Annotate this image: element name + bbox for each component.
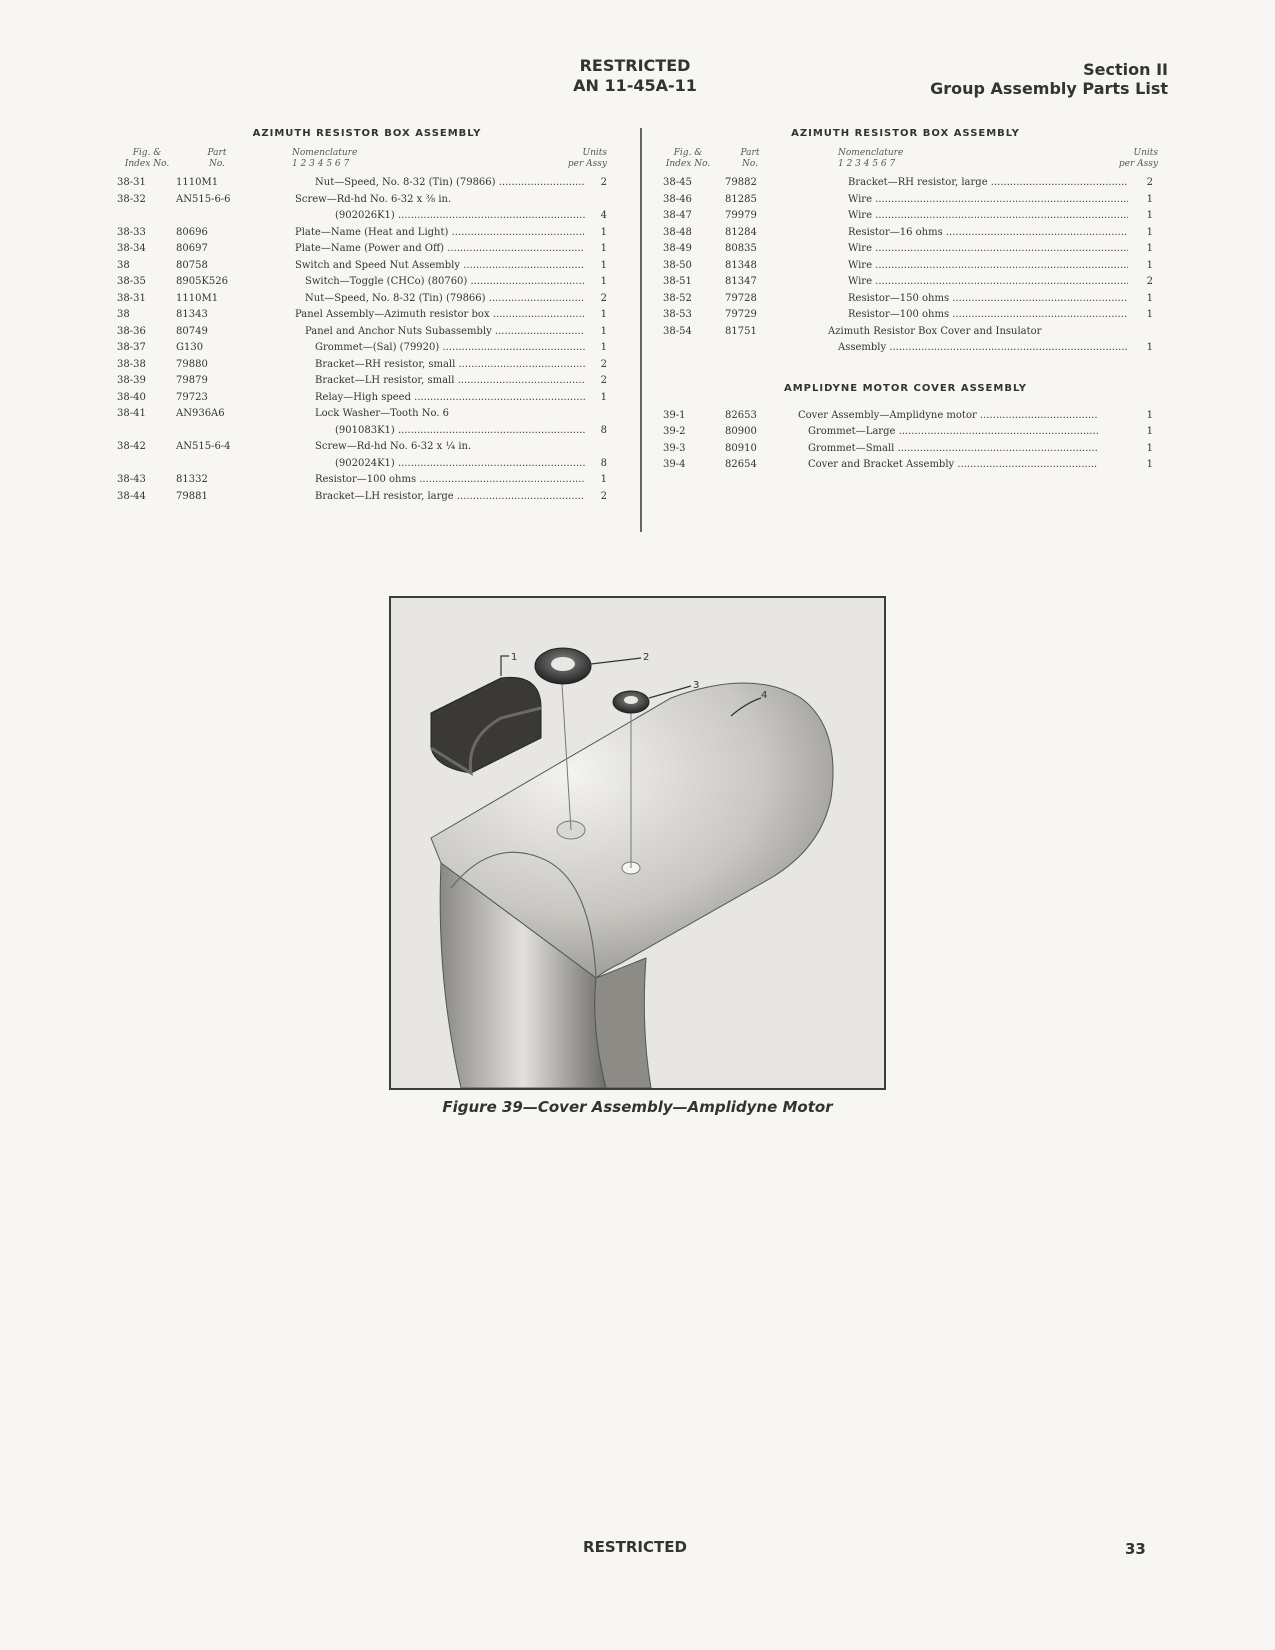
part-number-cell: 81285 [725, 193, 757, 205]
nomenclature-cell: (902024K1) ..... [335, 456, 585, 473]
nomenclature-cell: Wire ..... [848, 241, 1128, 258]
nomenclature-cell: Resistor—16 ohms ..... [848, 225, 1128, 242]
fig-index-cell: 38-31 [117, 177, 146, 188]
part-number-cell: G130 [176, 342, 204, 353]
units-cell: 1 [600, 325, 607, 337]
part-number-cell: 79728 [725, 292, 757, 304]
table-row [117, 241, 617, 258]
units-cell: 2 [1146, 177, 1153, 188]
part-number-cell: 79881 [176, 490, 208, 502]
fig-index-cell: 38-45 [663, 177, 692, 188]
table-row [648, 241, 1163, 258]
part-number-cell: 1110M1 [176, 177, 219, 188]
nomenclature-cell: Assembly ..... [838, 340, 1128, 357]
fig-index-cell: 38-49 [663, 243, 692, 254]
nomenclature-cell: Resistor—150 ohms ..... [848, 291, 1128, 308]
part-number-cell: AN936A6 [176, 408, 225, 419]
part-no-header: Part No. [207, 148, 227, 169]
section-title: Group Assembly Parts List [930, 79, 1168, 98]
fig-index-cell: 38-53 [663, 309, 692, 320]
nomenclature-cell: Panel and Anchor Nuts Subassembly ..... [305, 324, 585, 341]
table-row [648, 291, 1163, 308]
fig-index-cell: 38-32 [117, 193, 146, 205]
units-cell: 1 [600, 226, 607, 238]
nomenclature-cell: Resistor—100 ohms ..... [848, 307, 1128, 324]
fig-index-cell: 38-34 [117, 243, 146, 254]
units-cell: 8 [600, 424, 607, 436]
part-number-cell: 81332 [176, 474, 208, 485]
units-header: Units per Assy [1118, 148, 1158, 169]
table-row [648, 225, 1163, 242]
amplidyne-table-rows [648, 408, 1163, 474]
page-number: 33 [1125, 1540, 1146, 1558]
part-number-cell: 79880 [176, 358, 208, 370]
left-parts-column [117, 128, 617, 505]
nomenclature-cell: Plate—Name (Power and Off) ..... [295, 241, 585, 258]
fig-index-cell: 38-37 [117, 342, 146, 353]
nomenclature-cell: Nut—Speed, No. 8-32 (Tin) (79866) ..... [305, 291, 585, 308]
table-row [117, 489, 617, 506]
units-cell: 4 [600, 210, 607, 221]
table-row [648, 274, 1163, 291]
part-number-cell: 79729 [725, 309, 757, 320]
nomenclature-cell: Bracket—RH resistor, small ..... [315, 357, 585, 374]
table-row [117, 192, 617, 209]
fig-index-cell: 38-33 [117, 226, 146, 238]
part-number-cell: 80749 [176, 325, 208, 337]
table-row [117, 390, 617, 407]
left-column-headers [117, 148, 617, 175]
nomenclature-cell: Relay—High speed ..... [315, 390, 585, 407]
callout-4: 4 [761, 690, 768, 701]
fig-index-cell: 38-46 [663, 193, 692, 205]
fig-index-cell: 38-38 [117, 358, 146, 370]
nomenclature-header: Nomenclature 1 2 3 4 5 6 7 [292, 148, 358, 169]
fig-index-cell: 39-4 [663, 459, 686, 470]
table-row [648, 192, 1163, 209]
table-row [117, 439, 617, 456]
fig-index-cell: 38-54 [663, 325, 692, 337]
nomenclature-cell: Resistor—100 ohms ..... [315, 472, 585, 489]
nomenclature-cell: Grommet—Small ..... [808, 441, 1098, 458]
fig-index-header: Fig. & Index No. [665, 148, 711, 169]
units-cell: 1 [600, 474, 607, 485]
fig-index-cell: 38 [117, 309, 130, 320]
units-cell: 2 [600, 177, 607, 188]
table-row [648, 175, 1163, 192]
table-row [117, 406, 617, 423]
callout-2: 2 [643, 652, 650, 663]
fig-index-cell: 38-43 [117, 474, 146, 485]
part-number-cell: 80910 [725, 442, 757, 454]
nomenclature-cell: Switch and Speed Nut Assembly ..... [295, 258, 585, 275]
nomenclature-cell: Wire ..... [848, 274, 1128, 291]
nomenclature-cell: Wire ..... [848, 258, 1128, 275]
units-cell: 2 [600, 490, 607, 502]
figure-caption: Figure 39—Cover Assembly—Amplidyne Motor [442, 1098, 833, 1116]
units-cell: 1 [1146, 426, 1153, 437]
fig-index-cell: 38-35 [117, 276, 146, 287]
part-number-cell: 79979 [725, 210, 757, 221]
callout-3: 3 [693, 680, 700, 691]
nomenclature-cell: (902026K1) ..... [335, 208, 585, 225]
nomenclature-cell: Plate—Name (Heat and Light) ..... [295, 225, 585, 242]
nomenclature-cell: Panel Assembly—Azimuth resistor box ..... [295, 307, 585, 324]
part-number-cell: 80758 [176, 259, 208, 271]
part-number-cell: 80696 [176, 226, 208, 238]
units-cell: 1 [1146, 442, 1153, 454]
units-cell: 8 [600, 457, 607, 469]
right-table-title: AZIMUTH RESISTOR BOX ASSEMBLY [791, 128, 1020, 139]
nomenclature-cell: Lock Washer—Tooth No. 6 [315, 408, 450, 419]
amplidyne-cover-drawing [391, 598, 884, 1088]
part-number-cell: 80697 [176, 243, 208, 254]
left-table-rows [117, 175, 617, 505]
table-row [117, 423, 617, 440]
nomenclature-cell: Grommet—Large ..... [808, 424, 1098, 441]
units-cell: 1 [600, 391, 607, 403]
fig-index-cell: 38-42 [117, 441, 146, 452]
left-table-title: AZIMUTH RESISTOR BOX ASSEMBLY [252, 128, 482, 139]
units-cell: 1 [1146, 409, 1153, 421]
part-number-cell: 80835 [725, 243, 757, 254]
units-cell: 1 [1146, 226, 1153, 238]
units-cell: 1 [600, 309, 607, 320]
units-cell: 1 [600, 276, 607, 287]
units-cell: 1 [1146, 259, 1153, 271]
nomenclature-cell: Bracket—LH resistor, large ..... [315, 489, 585, 506]
part-number-cell: 81284 [725, 226, 757, 238]
table-row [117, 340, 617, 357]
fig-index-cell: 39-1 [663, 409, 686, 421]
units-cell: 1 [600, 259, 607, 271]
document-number: AN 11-45A-11 [573, 76, 697, 95]
units-cell: 1 [1146, 193, 1153, 205]
nomenclature-cell: Screw—Rd-hd No. 6-32 x ¼ in. [315, 441, 472, 452]
table-row [117, 175, 617, 192]
nomenclature-cell: Bracket—RH resistor, large ..... [848, 175, 1128, 192]
nomenclature-cell: Wire ..... [848, 208, 1128, 225]
figure-39-illustration [389, 596, 886, 1090]
fig-index-cell: 38-47 [663, 210, 692, 221]
units-cell: 1 [1146, 243, 1153, 254]
right-parts-column [648, 128, 1163, 474]
part-number-cell: 79879 [176, 375, 208, 386]
table-row [117, 307, 617, 324]
right-column-headers [648, 148, 1163, 175]
units-cell: 2 [600, 358, 607, 370]
table-row [648, 208, 1163, 225]
table-row [117, 225, 617, 242]
part-number-cell: 1110M1 [176, 292, 219, 304]
units-cell: 2 [600, 292, 607, 304]
units-cell: 2 [1146, 276, 1153, 287]
fig-index-cell: 38-52 [663, 292, 692, 304]
nomenclature-cell: Grommet—(Sal) (79920) ..... [315, 340, 585, 357]
nomenclature-cell: Nut—Speed, No. 8-32 (Tin) (79866) ..... [315, 175, 585, 192]
table-row [117, 208, 617, 225]
section-label: Section II [1083, 60, 1168, 79]
part-number-cell: 81343 [176, 309, 208, 320]
nomenclature-cell: Azimuth Resistor Box Cover and Insulator [828, 325, 1042, 337]
units-cell: 1 [1146, 459, 1153, 470]
table-row [117, 472, 617, 489]
table-row [648, 424, 1163, 441]
fig-index-cell: 39-2 [663, 426, 686, 437]
nomenclature-cell: Cover Assembly—Amplidyne motor ..... [798, 408, 1098, 425]
table-row [648, 324, 1163, 341]
nomenclature-header: Nomenclature 1 2 3 4 5 6 7 [838, 148, 904, 169]
part-number-cell: 80900 [725, 426, 757, 437]
classification-marking: RESTRICTED [579, 56, 691, 75]
units-cell: 1 [600, 243, 607, 254]
table-row [117, 456, 617, 473]
table-row [648, 441, 1163, 458]
part-number-cell: 81347 [725, 276, 757, 287]
nomenclature-cell: (901083K1) ..... [335, 423, 585, 440]
units-cell: 1 [1146, 309, 1153, 320]
fig-index-cell: 39-3 [663, 442, 686, 454]
units-cell: 1 [1146, 342, 1153, 353]
section-header [930, 60, 1168, 98]
nomenclature-cell: Wire ..... [848, 192, 1128, 209]
fig-index-cell: 38-36 [117, 325, 146, 337]
units-cell: 1 [1146, 292, 1153, 304]
table-row [117, 373, 617, 390]
nomenclature-cell: Cover and Bracket Assembly ..... [808, 457, 1098, 474]
fig-index-cell: 38-40 [117, 391, 146, 403]
part-number-cell: AN515-6-4 [176, 441, 231, 452]
table-row [117, 324, 617, 341]
table-row [117, 291, 617, 308]
units-cell: 1 [1146, 210, 1153, 221]
table-row [648, 340, 1163, 357]
part-number-cell: 82653 [725, 409, 757, 421]
part-number-cell: 79882 [725, 177, 757, 188]
fig-index-cell: 38-50 [663, 259, 692, 271]
table-row [117, 274, 617, 291]
part-number-cell: 8905K526 [176, 276, 229, 287]
units-cell: 2 [600, 375, 607, 386]
part-number-cell: 81751 [725, 325, 757, 337]
footer-classification: RESTRICTED [583, 1538, 687, 1556]
fig-index-cell: 38 [117, 259, 130, 271]
table-row [648, 457, 1163, 474]
nomenclature-cell: Switch—Toggle (CHCo) (80760) ..... [305, 274, 585, 291]
fig-index-cell: 38-41 [117, 408, 146, 419]
part-number-cell: 79723 [176, 391, 208, 403]
units-header: Units per Assy [567, 148, 607, 169]
table-row [117, 258, 617, 275]
fig-index-cell: 38-44 [117, 490, 146, 502]
fig-index-cell: 38-39 [117, 375, 146, 386]
nomenclature-cell: Screw—Rd-hd No. 6-32 x ⅜ in. [295, 193, 452, 205]
fig-index-cell: 38-31 [117, 292, 146, 304]
part-no-header: Part No. [740, 148, 760, 169]
column-divider [640, 128, 642, 532]
table-row [648, 258, 1163, 275]
fig-index-header: Fig. & Index No. [124, 148, 170, 169]
fig-index-cell: 38-51 [663, 276, 692, 287]
table-row [648, 307, 1163, 324]
document-header [540, 56, 730, 96]
units-cell: 1 [600, 342, 607, 353]
part-number-cell: AN515-6-6 [176, 193, 231, 205]
table-row [648, 408, 1163, 425]
table-row [117, 357, 617, 374]
part-number-cell: 82654 [725, 459, 757, 470]
right-table-rows [648, 175, 1163, 357]
fig-index-cell: 38-48 [663, 226, 692, 238]
callout-1: 1 [511, 652, 518, 663]
part-number-cell: 81348 [725, 259, 757, 271]
nomenclature-cell: Bracket—LH resistor, small ..... [315, 373, 585, 390]
amplidyne-table-title: AMPLIDYNE MOTOR COVER ASSEMBLY [783, 382, 1028, 394]
